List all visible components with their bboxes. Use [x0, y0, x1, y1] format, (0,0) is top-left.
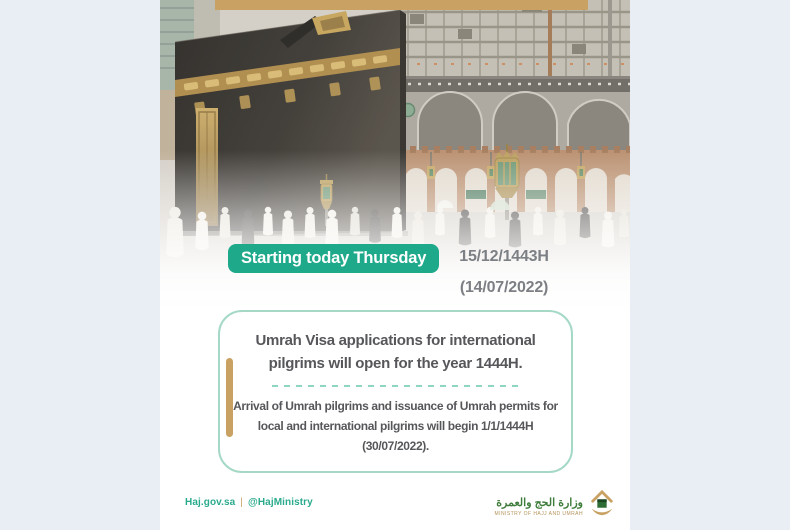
- website-link[interactable]: Haj.gov.sa: [185, 497, 236, 508]
- ministry-name-english: MINISTRY OF HAJJ AND UMRAH: [494, 510, 583, 517]
- event-dates: [445, 241, 563, 303]
- footer-separator: |: [240, 497, 243, 508]
- ministry-name-arabic: وزارة الحج والعمرة: [496, 496, 583, 509]
- gold-accent-bar: [226, 358, 233, 437]
- announcement-body: Arrival of Umrah pilgrims and issuance of Umrah permits for local and international pilgrims will begin 1/1/1444H (30/07/2022).: [233, 399, 558, 453]
- date-hijri: 15/12/1443H: [459, 248, 549, 265]
- footer-links: [185, 497, 313, 508]
- gold-top-bar: [215, 0, 588, 10]
- announcement-title: Umrah Visa applications for international pilgrims will open for the year 1444H.: [255, 332, 536, 372]
- dashed-divider: [272, 385, 520, 387]
- ministry-emblem-icon: [588, 489, 616, 524]
- announcement-card: [218, 310, 573, 473]
- starting-banner: [228, 244, 439, 273]
- date-gregorian: (14/07/2022): [459, 279, 549, 296]
- poster: [160, 0, 630, 530]
- ministry-logo: [495, 489, 616, 524]
- social-handle-link[interactable]: @HajMinistry: [247, 497, 313, 508]
- starting-banner-label: Starting today Thursday: [241, 249, 427, 267]
